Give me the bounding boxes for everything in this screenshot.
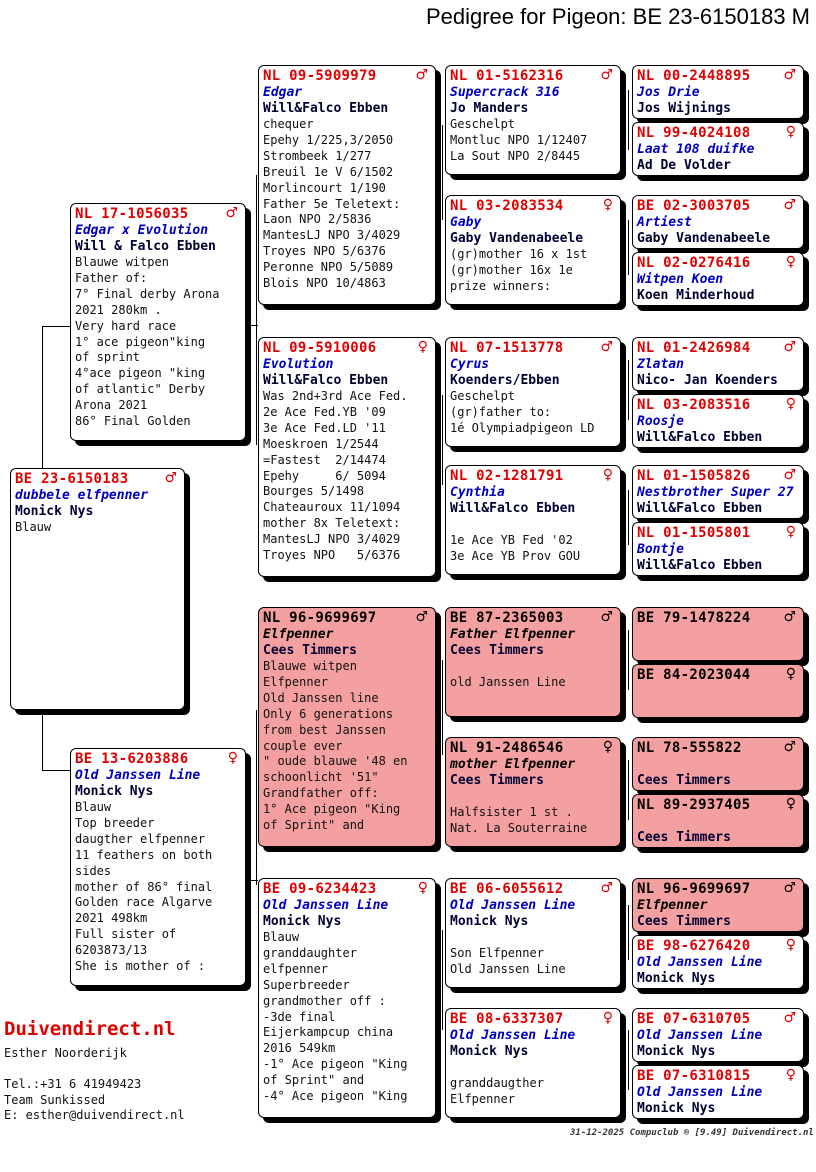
- pigeon-card-g10[interactable]: [632, 664, 804, 718]
- pigeon-name: Jos Drie: [637, 85, 700, 100]
- connector-line: [628, 90, 629, 150]
- pigeon-card-g5[interactable]: [632, 337, 804, 391]
- pigeon-card-g1[interactable]: [632, 65, 804, 119]
- pigeon-card-subject[interactable]: [10, 468, 185, 710]
- pigeon-card-g15[interactable]: [632, 1008, 804, 1062]
- ring-number: NL 96-9699697: [637, 881, 751, 897]
- pigeon-card-mother-mother[interactable]: [258, 878, 436, 1118]
- pigeon-owner: Cees Timmers: [450, 643, 544, 658]
- female-icon: ♀: [417, 339, 428, 355]
- connector-line: [246, 325, 258, 326]
- pigeon-card-g14[interactable]: [632, 935, 804, 989]
- pigeon-name: dubbele elfpenner: [15, 488, 149, 503]
- male-icon: ♂: [600, 880, 613, 896]
- pigeon-name: Edgar: [263, 85, 303, 100]
- pigeon-owner: Cees Timmers: [637, 773, 731, 788]
- pigeon-description: 1e Ace YB Fed '02 3e Ace YB Prov GOU: [450, 532, 581, 563]
- ring-number: NL 03-2083516: [637, 397, 751, 413]
- connector-line: [628, 360, 629, 420]
- male-icon: ♂: [783, 467, 796, 483]
- female-icon: ♀: [602, 467, 613, 483]
- pigeon-description: Geschelpt (gr)father to: 1é Olympiadpigeon LD: [450, 389, 595, 435]
- connector-line: [42, 326, 70, 327]
- pigeon-description: Blauw: [15, 520, 52, 534]
- male-icon: ♂: [783, 739, 796, 755]
- pigeon-name: Supercrack 316: [450, 85, 560, 100]
- pigeon-description: Blauwe witpen Elfpenner Old Janssen line Only 6 generations from best Janssen couple ever " oude blauwe '48 en schoonlicht '51" Grandfather off: 1° Ace pigeon "King of Sprint" and: [263, 659, 408, 833]
- pigeon-name: Old Janssen Line: [75, 768, 201, 783]
- pigeon-card-mmf[interactable]: [445, 878, 621, 988]
- pigeon-name: Nestbrother Super 27: [637, 485, 794, 500]
- pigeon-owner: Cees Timmers: [637, 830, 731, 845]
- male-icon: ♂: [600, 67, 613, 83]
- ring-number: BE 98-6276420: [637, 938, 751, 954]
- pigeon-card-mmm[interactable]: [445, 1008, 621, 1118]
- pigeon-card-g8[interactable]: [632, 522, 804, 576]
- ring-number: BE 08-6337307: [450, 1011, 564, 1027]
- pigeon-name: Roosje: [637, 414, 684, 429]
- male-icon: ♂: [783, 1010, 796, 1026]
- pigeon-card-g9[interactable]: [632, 607, 804, 661]
- ring-number: NL 02-1281791: [450, 468, 564, 484]
- pigeon-description: Blauw Top breeder daugther elfpenner 11 feathers on both sides mother of 86° final Golden race Algarve 2021 498km Full sister of 6203873/13 She is mother of :: [75, 800, 213, 974]
- female-icon: ♀: [785, 254, 796, 270]
- female-icon: ♀: [785, 396, 796, 412]
- male-icon: ♂: [783, 67, 796, 83]
- female-icon: ♀: [417, 880, 428, 896]
- connector-line: [42, 770, 70, 771]
- pigeon-name: Cyrus: [450, 357, 490, 372]
- pigeon-card-fff[interactable]: [445, 65, 621, 175]
- pigeon-card-fmm[interactable]: [445, 465, 621, 575]
- pigeon-card-g3[interactable]: [632, 195, 804, 249]
- pigeon-owner: Cees Timmers: [450, 773, 544, 788]
- male-icon: ♂: [783, 339, 796, 355]
- pigeon-owner: Monick Nys: [450, 914, 529, 929]
- pigeon-name: [637, 814, 799, 830]
- ring-number: BE 84-2023044: [637, 667, 751, 683]
- pigeon-owner: Will&Falco Ebben: [450, 501, 576, 516]
- connector-line: [628, 220, 629, 275]
- ring-number: NL 09-5909979: [263, 68, 377, 84]
- pigeon-name: Artiest: [637, 215, 692, 230]
- pigeon-card-g11[interactable]: [632, 737, 804, 791]
- pigeon-name: Old Janssen Line: [450, 898, 576, 913]
- connector-line: [628, 490, 629, 545]
- connector-line: [628, 1030, 629, 1090]
- ring-number: NL 07-1513778: [450, 340, 564, 356]
- pigeon-card-g4[interactable]: [632, 252, 804, 306]
- pigeon-name: Laat 108 duifke: [637, 142, 755, 157]
- pigeon-owner: Ad De Volder: [637, 158, 731, 173]
- male-icon: ♂: [783, 880, 796, 896]
- pigeon-name: Elfpenner: [637, 898, 708, 913]
- pigeon-owner: Will&Falco Ebben: [637, 501, 763, 516]
- pigeon-card-g13[interactable]: [632, 878, 804, 932]
- pigeon-owner: Will&Falco Ebben: [637, 558, 763, 573]
- pigeon-name: Edgar x Evolution: [75, 223, 209, 238]
- pigeon-name: Old Janssen Line: [637, 955, 763, 970]
- pigeon-owner: Gaby Vandenabeele: [450, 231, 584, 246]
- connector-line: [628, 905, 629, 960]
- ring-number: BE 07-6310815: [637, 1068, 751, 1084]
- connector-line: [628, 630, 629, 690]
- pigeon-name: [637, 684, 799, 700]
- male-icon: ♂: [600, 339, 613, 355]
- female-icon: ♀: [785, 796, 796, 812]
- pigeon-description: Was 2nd+3rd Ace Fed. 2e Ace Fed.YB '09 3e Ace Fed.LD '11 Moeskroen 1/2544 =Fastest 2/14474 Epehy 6/ 5094 Bourges 5/1498 Chateauroux 11/1094 mother 8x Teletext: MantesLJ NPO 3/4029 Troyes NPO 5/6376: [263, 389, 408, 563]
- pigeon-name: Old Janssen Line: [637, 1028, 763, 1043]
- male-icon: ♂: [783, 609, 796, 625]
- ring-number: NL 91-2486546: [450, 740, 564, 756]
- pigeon-owner: Will&Falco Ebben: [263, 101, 389, 116]
- pigeon-card-g16[interactable]: [632, 1065, 804, 1119]
- pigeon-card-fmf[interactable]: [445, 337, 621, 447]
- pigeon-owner: Monick Nys: [637, 971, 716, 986]
- pigeon-card-father[interactable]: [70, 203, 246, 441]
- pigeon-name: Old Janssen Line: [637, 1085, 763, 1100]
- company-contact: Esther Noorderijk Tel.:+31 6 41949423 Team Sunkissed E: esther@duivendirect.nl: [4, 1046, 185, 1122]
- pigeon-owner: Jo Manders: [450, 101, 529, 116]
- pigeon-name: Gaby: [450, 215, 482, 230]
- male-icon: ♂: [600, 609, 613, 625]
- pigeon-name: Cynthia: [450, 485, 505, 500]
- pigeon-name: Witpen Koen: [637, 272, 724, 287]
- ring-number: NL 00-2448895: [637, 68, 751, 84]
- pigeon-name: Bontje: [637, 542, 684, 557]
- pigeon-card-mff[interactable]: [445, 607, 621, 717]
- pigeon-name: Evolution: [263, 357, 334, 372]
- pigeon-description: Blauw granddaughter elfpenner Superbreeder grandmother off : -3de final Eijerkampcup china 2016 549km -1° Ace pigeon "King of Sprint" and -4° Ace pigeon "King: [263, 930, 408, 1104]
- ring-number: NL 17-1056035: [75, 206, 189, 222]
- ring-number: NL 01-5162316: [450, 68, 564, 84]
- pigeon-owner: Monick Nys: [263, 914, 342, 929]
- connector-line: [628, 760, 629, 820]
- ring-number: BE 02-3003705: [637, 198, 751, 214]
- pigeon-name: Old Janssen Line: [450, 1028, 576, 1043]
- pigeon-card-g7[interactable]: [632, 465, 804, 519]
- pigeon-description: Son Elfpenner Old Janssen Line: [450, 945, 566, 976]
- pigeon-name: mother Elfpenner: [450, 757, 576, 772]
- female-icon: ♀: [785, 524, 796, 540]
- female-icon: ♀: [602, 739, 613, 755]
- pigeon-description: (gr)mother 16 x 1st (gr)mother 16x 1e prize winners:: [450, 247, 588, 293]
- pigeon-name: Zlatan: [637, 357, 684, 372]
- female-icon: ♀: [785, 1067, 796, 1083]
- pigeon-card-father-mother[interactable]: [258, 337, 436, 577]
- connector-line: [256, 175, 257, 445]
- pigeon-owner: Jos Wijnings: [637, 101, 731, 116]
- connector-line: [442, 395, 443, 485]
- ring-number: BE 87-2365003: [450, 610, 564, 626]
- pigeon-owner: Gaby Vandenabeele: [637, 231, 771, 246]
- pigeon-description: old Janssen Line: [450, 674, 566, 689]
- ring-number: NL 89-2937405: [637, 797, 751, 813]
- connector-line: [42, 326, 43, 468]
- pigeon-description: chequer Epehy 1/225,3/2050 Strombeek 1/277 Breuil 1e V 6/1502 Morlincourt 1/190 Father 5e Teletext: Laon NPO 2/5836 MantesLJ NPO 3/4029 Troyes NPO 5/6376 Peronne NPO 5/5089 Blois NPO 10/4863: [263, 117, 401, 291]
- male-icon: ♂: [783, 197, 796, 213]
- ring-number: NL 01-1505826: [637, 468, 751, 484]
- connector-line: [442, 930, 443, 1030]
- pigeon-owner: Will&Falco Ebben: [263, 373, 389, 388]
- male-icon: ♂: [164, 470, 177, 486]
- female-icon: ♀: [785, 666, 796, 682]
- pigeon-owner: Nico- Jan Koenders: [637, 373, 778, 388]
- ring-number: BE 13-6203886: [75, 751, 189, 767]
- female-icon: ♀: [785, 937, 796, 953]
- pigeon-owner: Cees Timmers: [637, 914, 731, 929]
- connector-line: [256, 710, 257, 885]
- male-icon: ♂: [225, 205, 238, 221]
- pigeon-description: Geschelpt Montluc NPO 1/12407 La Sout NPO 2/8445: [450, 117, 588, 163]
- pigeon-owner: Will&Falco Ebben: [637, 430, 763, 445]
- ring-number: NL 03-2083534: [450, 198, 564, 214]
- female-icon: ♀: [602, 197, 613, 213]
- pigeon-owner: Monick Nys: [75, 784, 154, 799]
- pigeon-description: Blauwe witpen Father of: 7° Final derby Arona 2021 280km . Very hard race 1° ace pigeon"king of sprint 4°ace pigeon "king of atlantic" Derby Arona 2021 86° Final Golden: [75, 255, 220, 429]
- ring-number: BE 09-6234423: [263, 881, 377, 897]
- pigeon-card-mother[interactable]: [70, 748, 246, 986]
- pigeon-owner: Monick Nys: [15, 504, 94, 519]
- ring-number: NL 01-1505801: [637, 525, 751, 541]
- male-icon: ♂: [415, 609, 428, 625]
- pigeon-card-g12[interactable]: [632, 794, 804, 848]
- pigeon-owner: Koen Minderhoud: [637, 288, 755, 303]
- ring-number: NL 99-4024108: [637, 125, 751, 141]
- ring-number: BE 06-6055612: [450, 881, 564, 897]
- pigeon-card-ffm[interactable]: [445, 195, 621, 305]
- pigeon-card-mfm[interactable]: [445, 737, 621, 847]
- female-icon: ♀: [602, 1010, 613, 1026]
- company-name: Duivendirect.nl: [4, 1018, 176, 1040]
- pigeon-card-g6[interactable]: [632, 394, 804, 448]
- ring-number: NL 96-9699697: [263, 610, 377, 626]
- pigeon-owner: Monick Nys: [450, 1044, 529, 1059]
- pigeon-name: [637, 757, 799, 773]
- pigeon-name: Father Elfpenner: [450, 627, 576, 642]
- ring-number: NL 01-2426984: [637, 340, 751, 356]
- footer-text: 31-12-2025 Compuclub ® [9.49] Duivendirect.nl: [570, 1128, 814, 1138]
- pigeon-owner: Cees Timmers: [263, 643, 357, 658]
- ring-number: NL 78-555822: [637, 740, 742, 756]
- female-icon: ♀: [785, 124, 796, 140]
- pigeon-card-g2[interactable]: [632, 122, 804, 176]
- pigeon-owner: Will & Falco Ebben: [75, 239, 216, 254]
- pigeon-description: Halfsister 1 st . Nat. La Souterraine: [450, 804, 588, 835]
- ring-number: BE 07-6310705: [637, 1011, 751, 1027]
- pigeon-description: granddaugther Elfpenner: [450, 1075, 544, 1106]
- pigeon-owner: Koenders/Ebben: [450, 373, 560, 388]
- pigeon-card-father-father[interactable]: [258, 65, 436, 305]
- pigeon-name: [637, 627, 799, 643]
- pigeon-name: Old Janssen Line: [263, 898, 389, 913]
- page-title: Pedigree for Pigeon: BE 23-6150183 M: [425, 4, 810, 29]
- pigeon-name: Elfpenner: [263, 627, 334, 642]
- pigeon-owner: Monick Nys: [637, 1044, 716, 1059]
- connector-line: [442, 660, 443, 755]
- ring-number: BE 23-6150183: [15, 471, 129, 487]
- connector-line: [246, 880, 258, 881]
- ring-number: NL 02-0276416: [637, 255, 751, 271]
- female-icon: ♀: [227, 750, 238, 766]
- connector-line: [442, 125, 443, 220]
- pigeon-owner: Monick Nys: [637, 1101, 716, 1116]
- male-icon: ♂: [415, 67, 428, 83]
- pigeon-card-mother-father[interactable]: [258, 607, 436, 847]
- ring-number: NL 09-5910006: [263, 340, 377, 356]
- ring-number: BE 79-1478224: [637, 610, 751, 626]
- connector-line: [42, 710, 43, 770]
